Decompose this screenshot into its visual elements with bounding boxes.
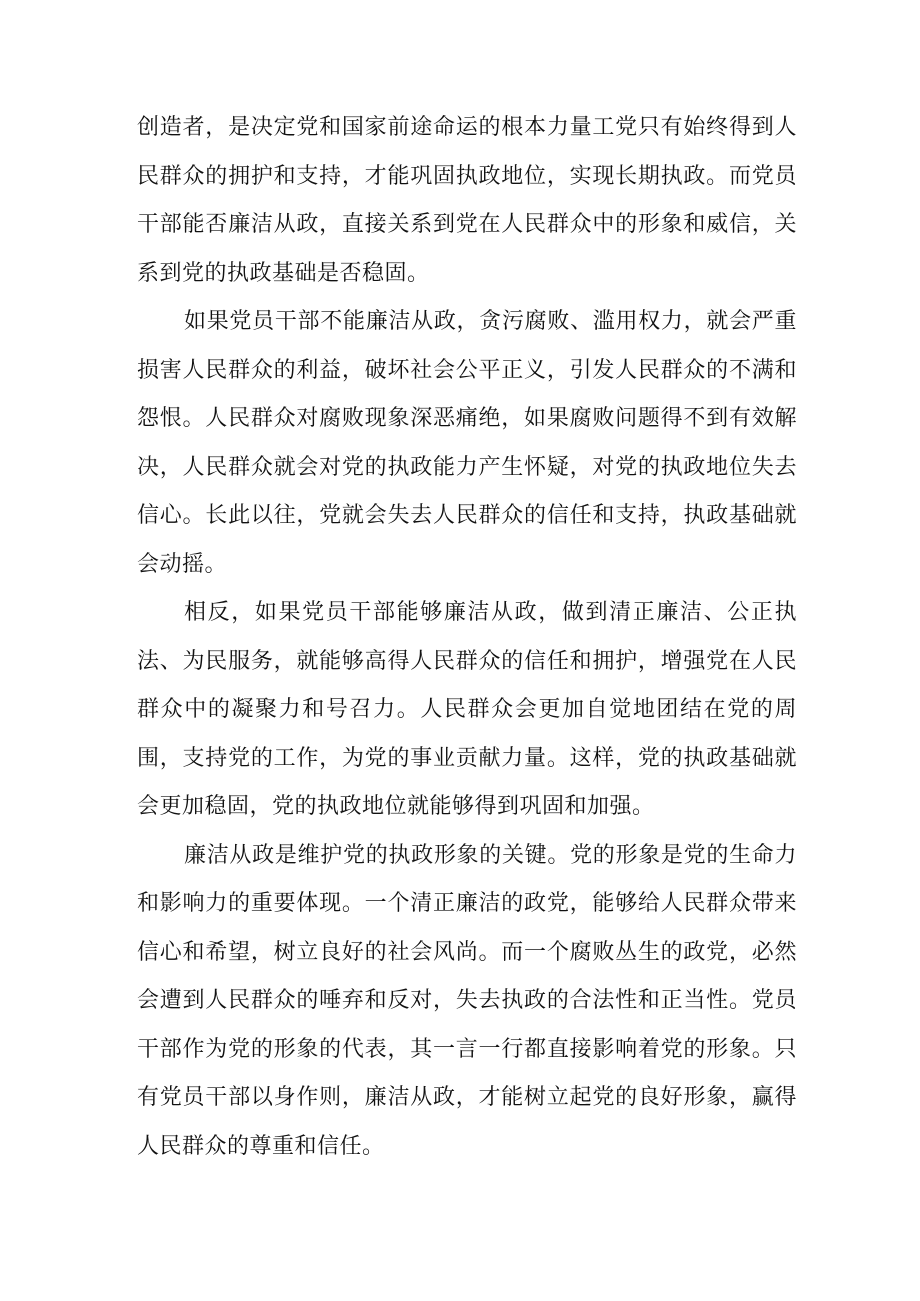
paragraph-3: 相反，如果党员干部能够廉洁从政，做到清正廉洁、公正执法、为民服务，就能够高得人民群众的信任和拥护，增强党在人民群众中的凝聚力和号召力。人民群众会更加自觉地团结在党的周围，支持党的工作，为党的事业贡献力量。这样，党的执政基础就会更加稳固，党的执政地位就能够得到巩固和加强。 [137, 600, 797, 819]
paragraph-1: 创造者，是决定党和国家前途命运的根本力量工党只有始终得到人民群众的拥护和支持，才能巩固执政地位，实现长期执政。而党员干部能否廉洁从政，直接关系到党在人民群众中的形象和威信，关系到党的执政基础是否稳固。 [137, 115, 797, 286]
document-body [137, 104, 797, 1171]
paragraph-2: 如果党员干部不能廉洁从政，贪污腐败、滥用权力，就会严重损害人民群众的利益，破坏社会公平正义，引发人民群众的不满和怨恨。人民群众对腐败现象深恶痛绝，如果腐败问题得不到有效解决，人民群众就会对党的执政能力产生怀疑，对党的执政地位失去信心。长此以往，党就会失去人民群众的信任和支持，执政基础就会动摇。 [137, 309, 797, 577]
paragraph-4: 廉洁从政是维护党的执政形象的关键。党的形象是党的生命力和影响力的重要体现。一个清正廉洁的政党，能够给人民群众带来信心和希望，树立良好的社会风尚。而一个腐败丛生的政党，必然会遭到人民群众的唾弃和反对，失去执政的合法性和正当性。党员干部作为党的形象的代表，其一言一行都直接影响着党的形象。只有党员干部以身作则，廉洁从政，才能树立起党的良好形象，赢得人民群众的尊重和信任。 [137, 842, 797, 1159]
